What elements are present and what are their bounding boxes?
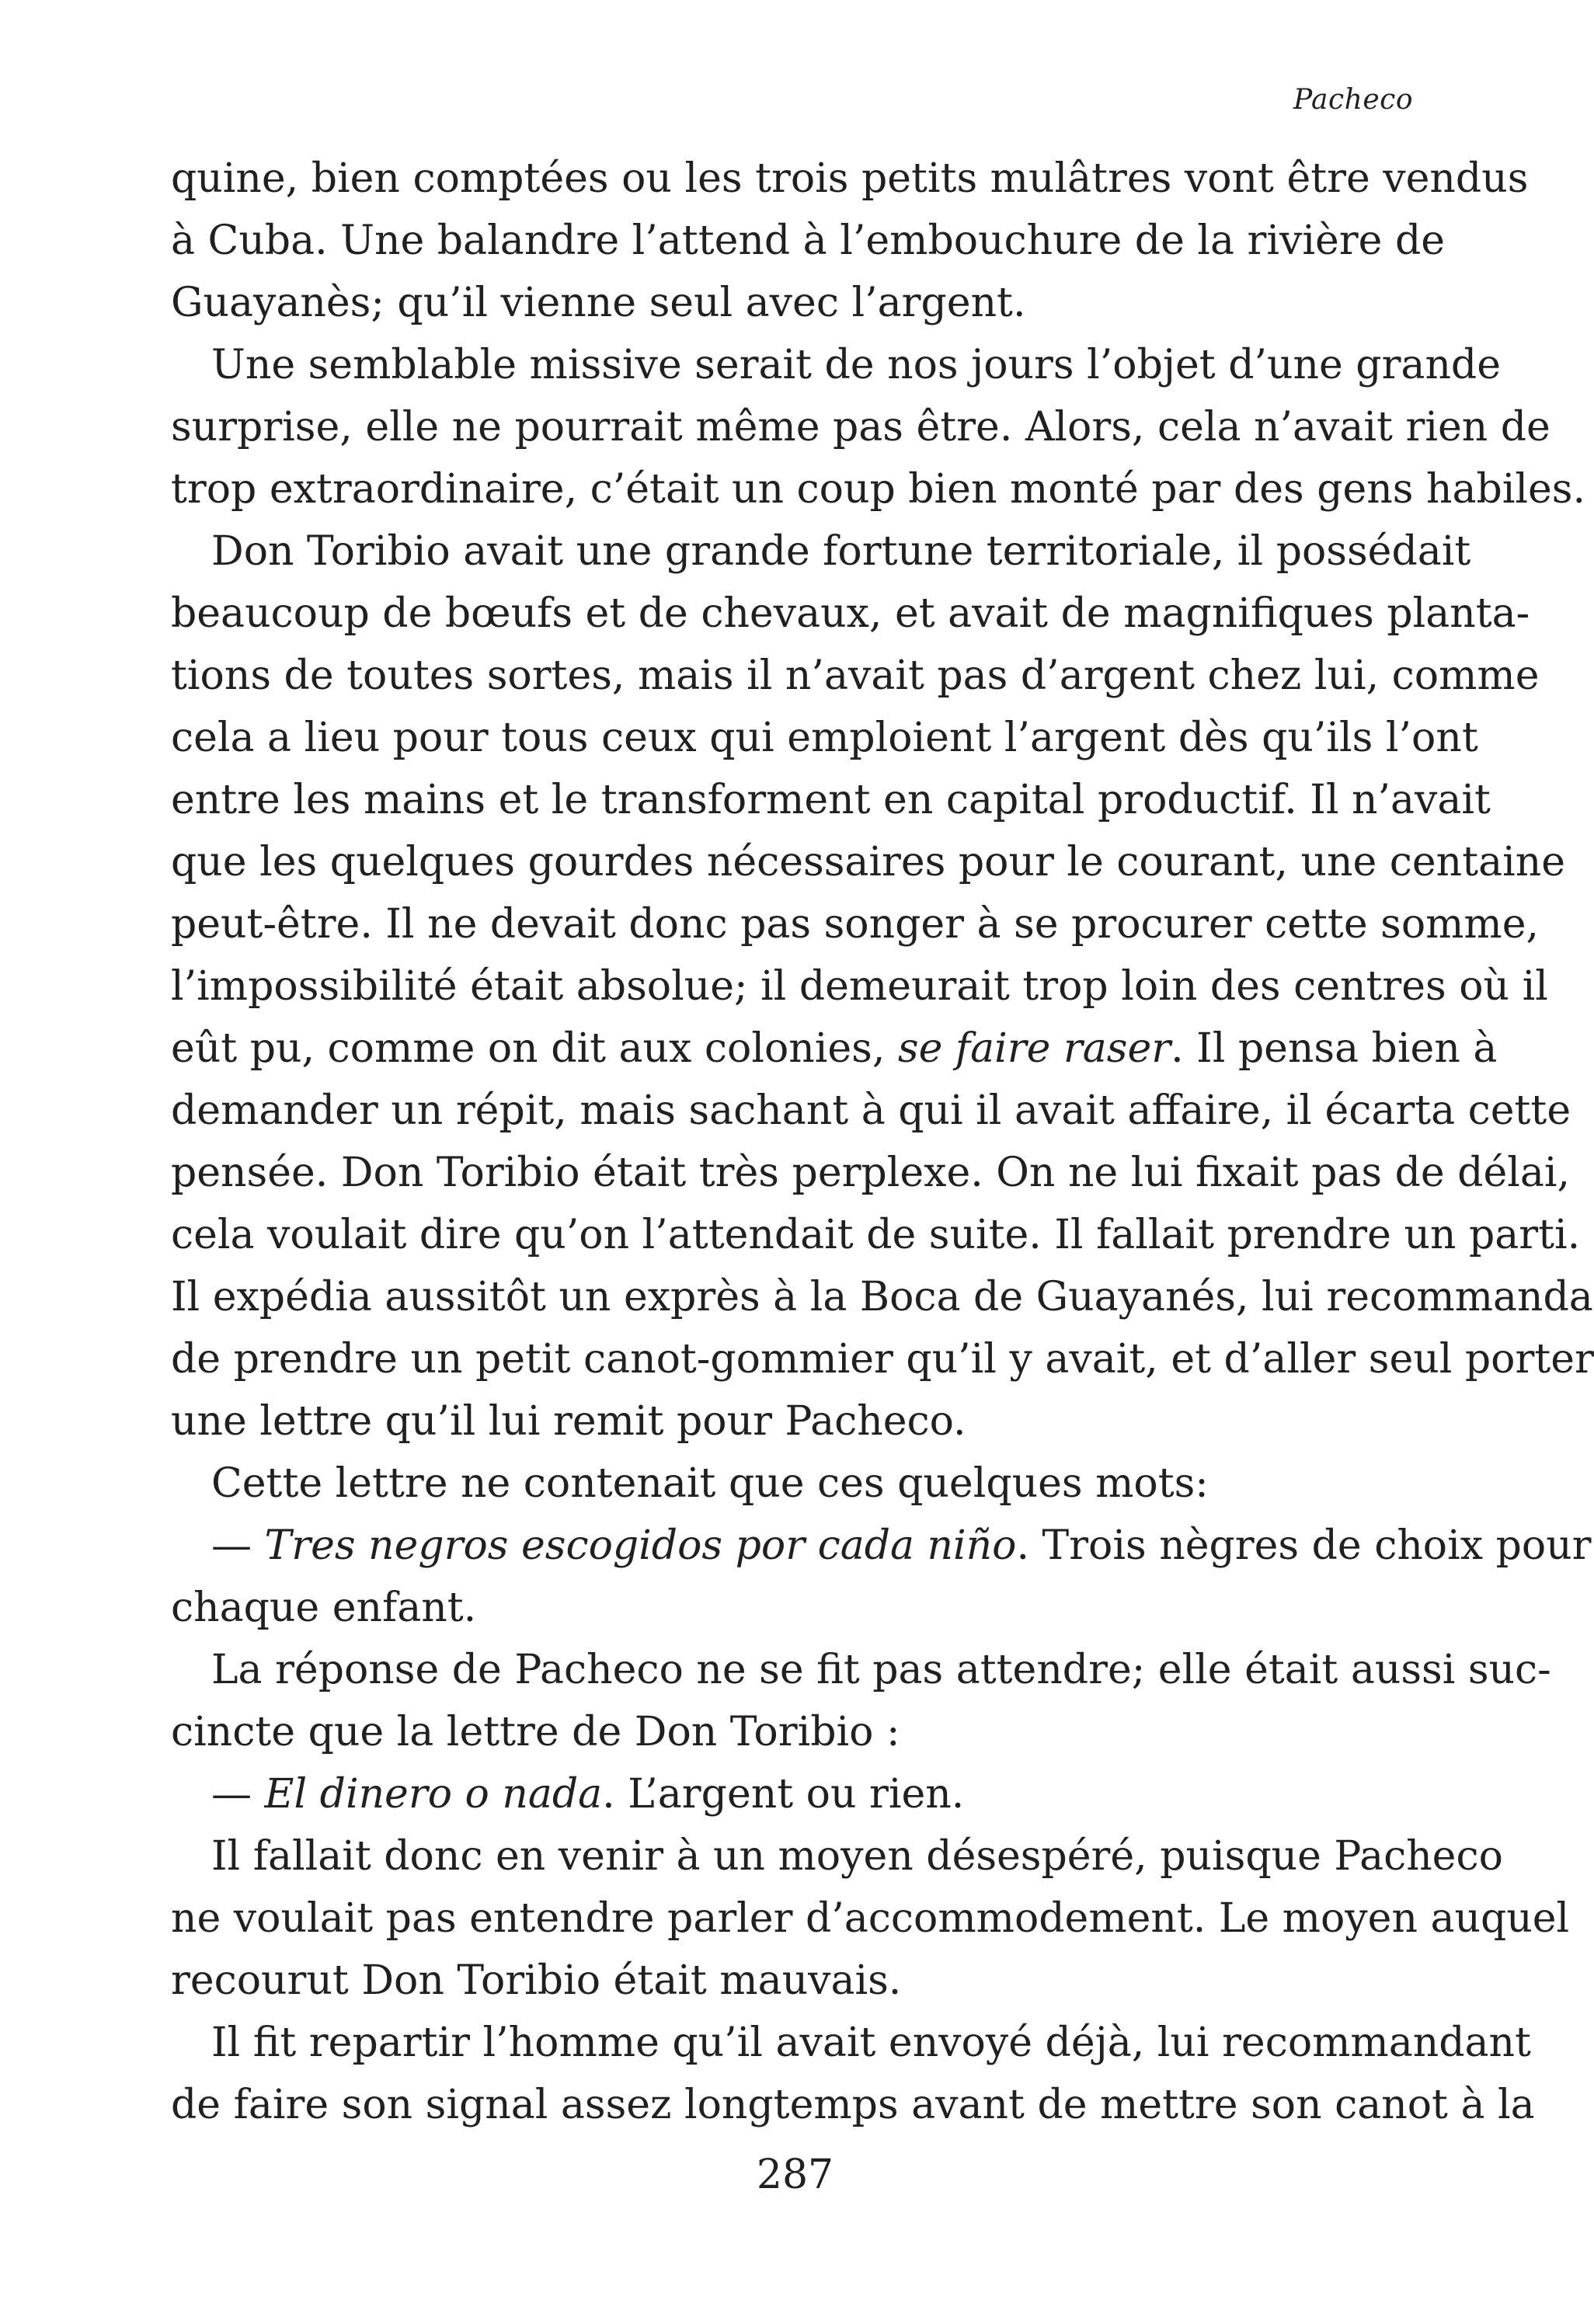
text-line: Il fallait donc en venir à un moyen désespéré, puisque Pacheco xyxy=(211,1833,1503,1880)
italic-phrase: El dinero o nada xyxy=(264,1771,603,1818)
italic-phrase: se faire raser xyxy=(897,1025,1171,1072)
text-line: cela a lieu pour tous ceux qui emploient l’argent dès qu’ils l’ont xyxy=(171,715,1478,761)
text-line: Il expédia aussitôt un exprès à la Boca de Guayanés, lui recommanda xyxy=(171,1274,1593,1320)
text-line: à Cuba. Une balandre l’attend à l’embouchure de la rivière de xyxy=(171,217,1446,264)
text-line: pensée. Don Toribio était très perplexe. On ne lui fixait pas de délai, xyxy=(171,1150,1571,1196)
text-line: cincte que la lettre de Don Toribio : xyxy=(171,1709,900,1755)
text-line: de prendre un petit canot-gommier qu’il y avait, et d’aller seul porter xyxy=(171,1336,1594,1383)
text-line: surprise, elle ne pourrait même pas être. Alors, cela n’avait rien de xyxy=(171,404,1550,451)
text-line: eût pu, comme on dit aux colonies, se faire raser. Il pensa bien à xyxy=(171,1025,1498,1072)
text-line: trop extraordinaire, c’était un coup bien monté par des gens habiles. xyxy=(171,466,1586,513)
text-line: Une semblable missive serait de nos jours l’objet d’une grande xyxy=(211,342,1501,388)
text-line: de faire son signal assez longtemps avant de mettre son canot à la xyxy=(171,2082,1535,2128)
text-line: quine, bien comptées ou les trois petits mulâtres vont être vendus xyxy=(171,155,1529,202)
text-line: une lettre qu’il lui remit pour Pacheco. xyxy=(171,1398,966,1445)
text-line: Cette lettre ne contenait que ces quelques mots: xyxy=(211,1460,1209,1507)
text-line: recourut Don Toribio était mauvais. xyxy=(171,1957,902,2004)
text-line: que les quelques gourdes nécessaires pour le courant, une centaine xyxy=(171,839,1565,885)
text-line: beaucoup de bœufs et de chevaux, et avait de magnifiques planta- xyxy=(171,590,1530,637)
text-line: Guayanès; qu’il vienne seul avec l’argent. xyxy=(171,280,1026,326)
text-line: demander un répit, mais sachant à qui il avait affaire, il écarta cette xyxy=(171,1087,1571,1134)
text-line: Il fit repartir l’homme qu’il avait envoyé déjà, lui recommandant xyxy=(211,2020,1531,2066)
running-head: Pacheco xyxy=(1293,84,1413,116)
text-line: peut-être. Il ne devait donc pas songer à se procurer cette somme, xyxy=(171,901,1540,948)
text-line: cela voulait dire qu’on l’attendait de suite. Il fallait prendre un parti. xyxy=(171,1212,1581,1258)
body-text xyxy=(171,148,1594,2136)
text-line: — El dinero o nada. L’argent ou rien. xyxy=(211,1771,965,1818)
text-line: tions de toutes sortes, mais il n’avait pas d’argent chez lui, comme xyxy=(171,652,1540,699)
text-line: l’impossibilité était absolue; il demeurait trop loin des centres où il xyxy=(171,963,1548,1010)
text-line: — Tres negros escogidos por cada niño. Trois nègres de choix pour xyxy=(211,1522,1592,1569)
text-line: ne voulait pas entendre parler d’accommodement. Le moyen auquel xyxy=(171,1895,1570,1942)
text-line: Don Toribio avait une grande fortune territoriale, il possédait xyxy=(211,528,1471,575)
text-line: chaque enfant. xyxy=(171,1585,477,1631)
text-line: entre les mains et le transforment en capital productif. Il n’avait xyxy=(171,777,1491,823)
text-line: La réponse de Pacheco ne se fit pas attendre; elle était aussi suc- xyxy=(211,1647,1551,1693)
page-number: 287 xyxy=(756,2152,834,2198)
italic-phrase: Tres negros escogidos por cada niño xyxy=(264,1522,1017,1569)
